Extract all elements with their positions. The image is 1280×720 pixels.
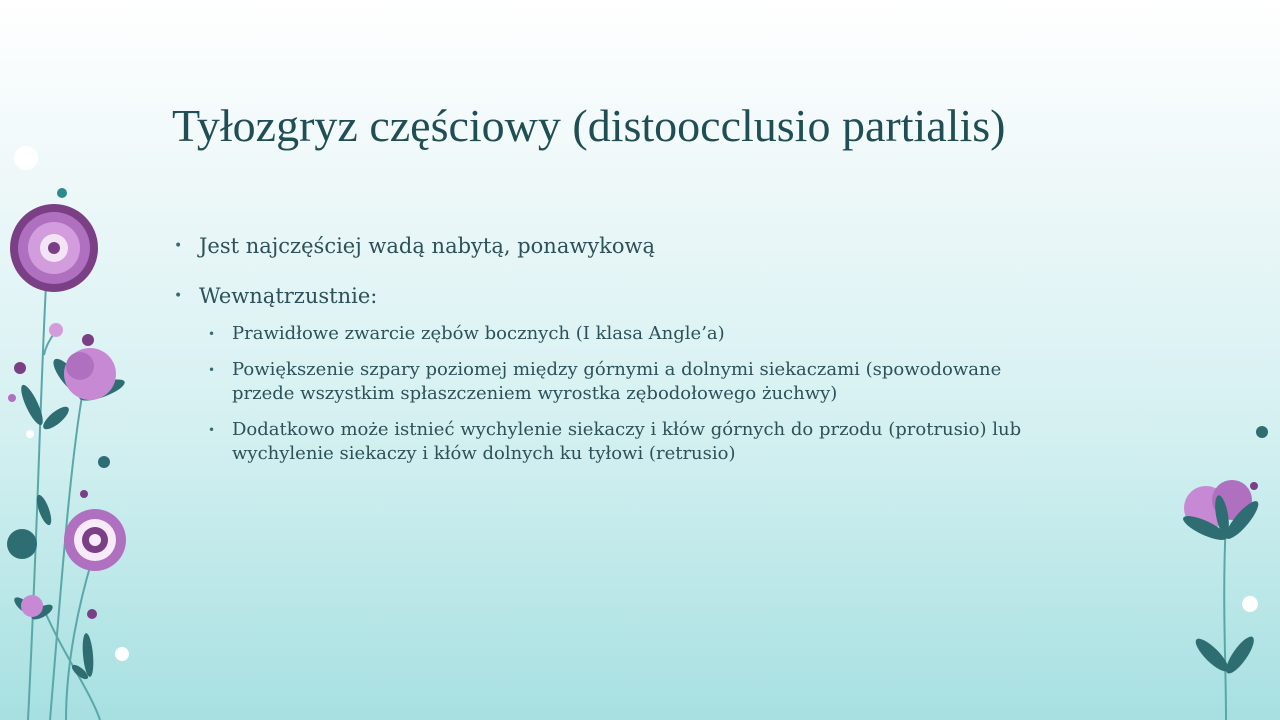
flower-large: [10, 204, 98, 292]
sub-bullet-text: Powiększenie szpary poziomej między górnymi a dolnymi siekaczami (spowodowane przede wszystkim spłaszczeniem wyrostka zębodołowego żuchwy): [232, 359, 1002, 404]
stems-left: [28, 285, 100, 720]
sub-bullet-item: [206, 418, 1052, 466]
bullet-marker: •: [208, 327, 216, 341]
bullet-marker: •: [208, 423, 216, 437]
bullet-list: [172, 232, 1052, 478]
slide-title: Tyłozgryz częściowy (distoocclusio partialis): [172, 100, 1006, 151]
sub-bullet-item: [206, 322, 1052, 346]
bullet-text: Jest najczęściej wadą nabytą, ponawykową: [199, 234, 656, 258]
leaves-left: [12, 354, 127, 681]
flower-ring: [64, 509, 126, 571]
sub-bullet-text: Prawidłowe zwarcie zębów bocznych (I klasa Angle’a): [232, 323, 725, 344]
bullet-marker: •: [174, 288, 183, 304]
bullet-item: [172, 282, 1052, 310]
sub-bullet-item: [206, 358, 1052, 406]
bullet-marker: •: [208, 363, 216, 377]
flower-medium: [64, 348, 116, 400]
bullet-text: Wewnątrzustnie:: [199, 284, 378, 308]
bullet-item: [172, 232, 1052, 260]
small-buds: [7, 146, 129, 661]
flower-right: [1180, 426, 1268, 720]
sub-bullet-text: Dodatkowo może istnieć wychylenie siekaczy i kłów górnych do przodu (protrusio) lub wychylenie siekaczy i kłów dolnych ku tyłowi (retrusio): [232, 419, 1022, 464]
bullet-marker: •: [174, 238, 183, 254]
